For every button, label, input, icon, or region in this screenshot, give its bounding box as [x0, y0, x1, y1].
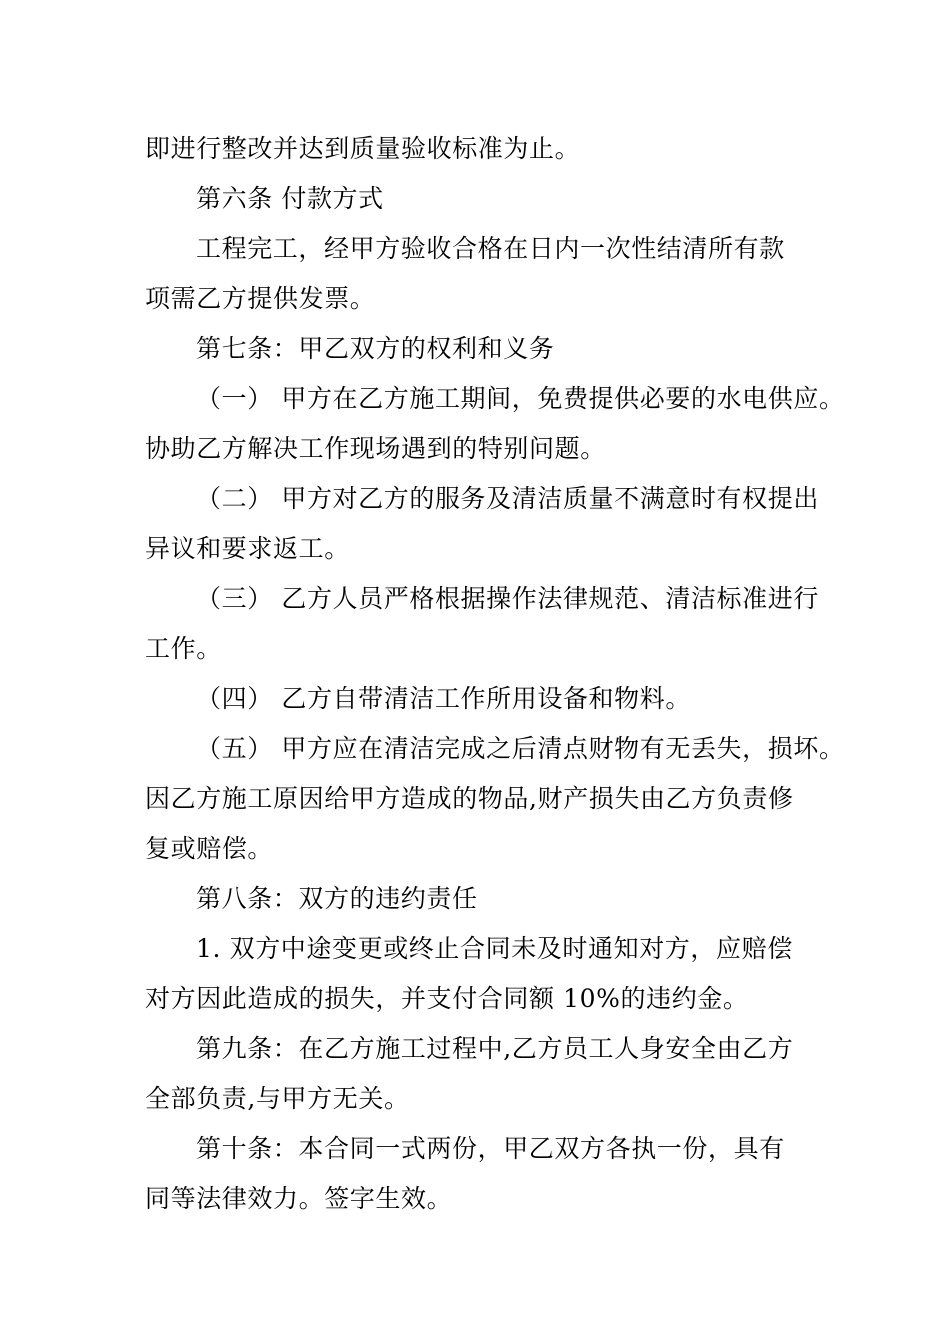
paragraph-line: 协助乙方解决工作现场遇到的特别问题。: [145, 434, 606, 463]
section-heading: 第七条：甲乙双方的权利和义务: [196, 334, 555, 363]
paragraph-line: 项需乙方提供发票。: [145, 284, 376, 313]
paragraph-line: （一） 甲方在乙方施工期间，免费提供必要的水电供应。: [196, 384, 845, 413]
paragraph-line: 同等法律效力。签字生效。: [145, 1184, 453, 1213]
section-heading: 第八条：双方的违约责任: [196, 884, 478, 913]
paragraph-line: 异议和要求返工。: [145, 534, 350, 563]
paragraph-line: 对方因此造成的损失，并支付合同额 10%的违约金。: [145, 984, 749, 1013]
paragraph-line: 因乙方施工原因给甲方造成的物品,财产损失由乙方负责修: [145, 784, 794, 813]
section-heading: 第六条 付款方式: [196, 184, 384, 213]
paragraph-line: 全部负责,与甲方无关。: [145, 1084, 410, 1113]
paragraph-line: 工作。: [145, 634, 222, 663]
paragraph-line: （三） 乙方人员严格根据操作法律规范、清洁标准进行: [196, 584, 819, 613]
section-heading: 第十条：本合同一式两份，甲乙双方各执一份，具有: [196, 1134, 785, 1163]
paragraph-line: 工程完工，经甲方验收合格在日内一次性结清所有款: [196, 234, 785, 263]
paragraph-line: 1. 双方中途变更或终止合同未及时通知对方，应赔偿: [196, 934, 793, 963]
paragraph-line: （五） 甲方应在清洁完成之后清点财物有无丢失，损坏。: [196, 734, 845, 763]
paragraph-line: 即进行整改并达到质量验收标准为止。: [145, 134, 581, 163]
paragraph-line: （二） 甲方对乙方的服务及清洁质量不满意时有权提出: [196, 484, 819, 513]
section-heading: 第九条：在乙方施工过程中,乙方员工人身安全由乙方: [196, 1034, 794, 1063]
paragraph-line: （四） 乙方自带清洁工作所用设备和物料。: [196, 684, 691, 713]
paragraph-line: 复或赔偿。: [145, 834, 274, 863]
